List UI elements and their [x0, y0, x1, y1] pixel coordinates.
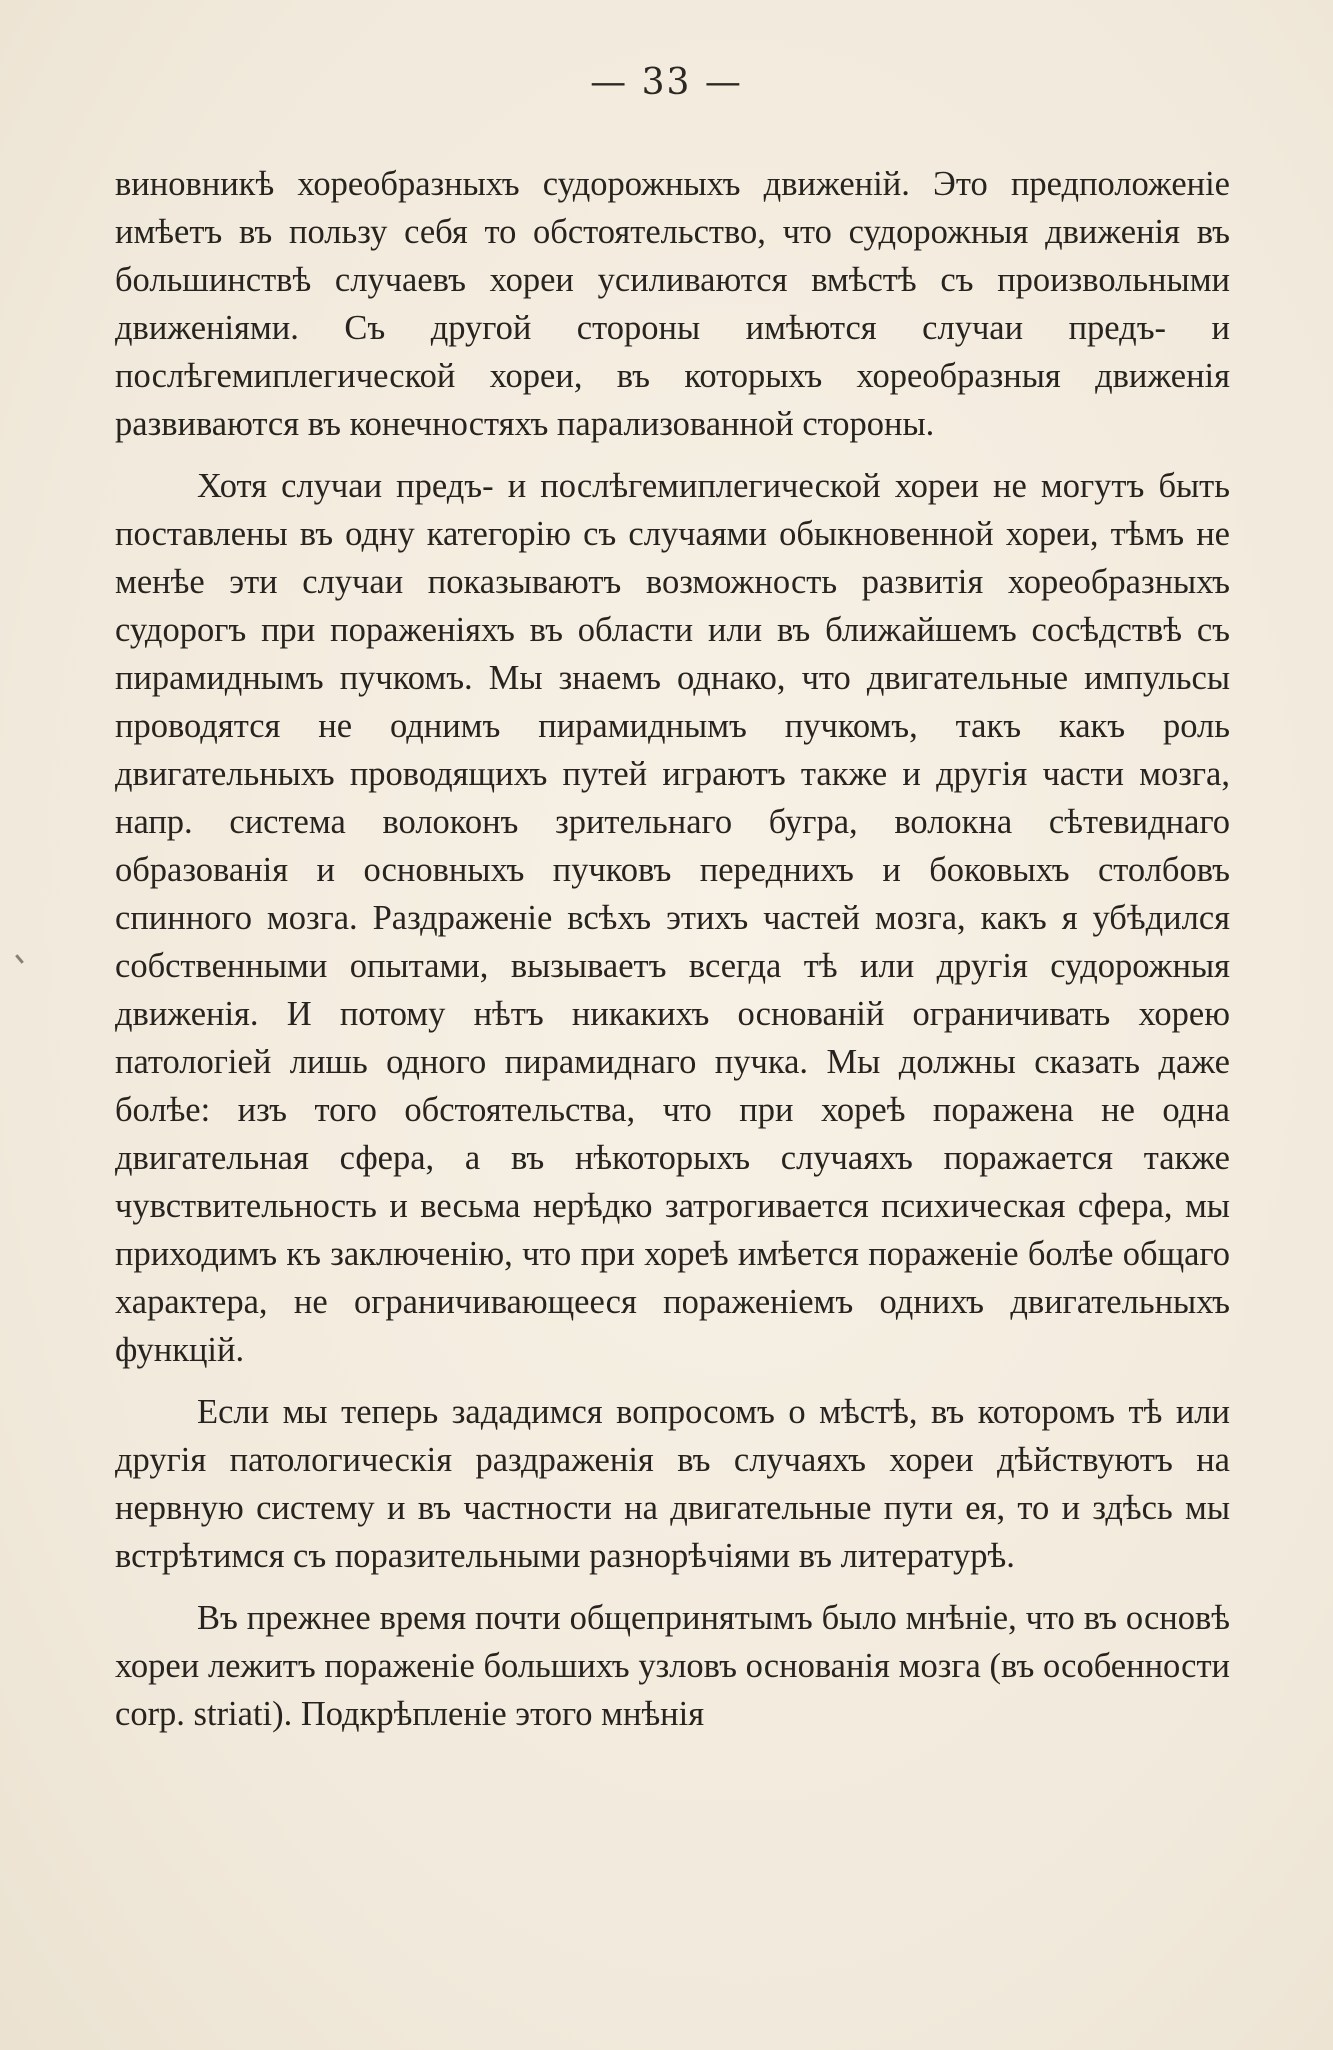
paragraph-3: Если мы теперь зададимся вопросомъ о мѣстѣ, въ которомъ тѣ или другія патологическія раздраженія въ случаяхъ хореи дѣйствуютъ на нервную систему и въ частности на двигательные пути ея, то и здѣсь мы встрѣтимся съ поразительными разнорѣчіями въ литературѣ.: [115, 1393, 1230, 1575]
paragraph-4: Въ прежнее время почти общепринятымъ было мнѣніе, что въ основѣ хореи лежитъ пораженіе большихъ узловъ основанія мозга (въ особенности corp. striati). Подкрѣпленіе этого мнѣнія: [115, 1599, 1230, 1733]
paragraph-1: виновникѣ хореобразныхъ судорожныхъ движеній. Это предположеніе имѣетъ въ пользу себя то обстоятельство, что судорожныя движенія въ большинствѣ случаевъ хореи усиливаются вмѣстѣ съ произвольными движеніями. Съ другой стороны имѣются случаи предъ- и послѣгемиплегической хореи, въ которыхъ хореобразныя движенія развиваются въ конечностяхъ парализованной стороны.: [115, 165, 1230, 443]
margin-mark: [15, 954, 24, 964]
page-number: — 33 —: [590, 62, 743, 103]
paragraph-2: Хотя случаи предъ- и послѣгемиплегической хореи не могутъ быть поставлены въ одну категорію съ случаями обыкновенной хореи, тѣмъ не менѣе эти случаи показываютъ возможность развитія хореобразныхъ судорогъ при пораженіяхъ въ области или въ ближайшемъ сосѣдствѣ съ пирамиднымъ пучкомъ. Мы знаемъ однако, что двигательные импульсы проводятся не однимъ пирамиднымъ пучкомъ, такъ какъ роль двигательныхъ проводящихъ путей играютъ также и другія части мозга, напр. система волоконъ зрительнаго бугра, волокна сѣтевиднаго образованія и основныхъ пучковъ переднихъ и боковыхъ столбовъ спинного мозга. Раздраженіе всѣхъ этихъ частей мозга, какъ я убѣдился собственными опытами, вызываетъ всегда тѣ или другія судорожныя движенія. И потому нѣтъ никакихъ основаній ограничивать хорею патологіей лишь одного пирамиднаго пучка. Мы должны сказать даже болѣе: изъ того обстоятельства, что при хореѣ поражена не одна двигательная сфера, а въ нѣкоторыхъ случаяхъ поражается также чувствительность и весьма нерѣдко затрогивается психическая сфера, мы приходимъ къ заключенію, что при хореѣ имѣется пораженіе болѣе общаго характера, не ограничивающееся пораженіемъ однихъ двигательныхъ функцій.: [115, 467, 1230, 1369]
body-text: [115, 160, 1230, 1752]
